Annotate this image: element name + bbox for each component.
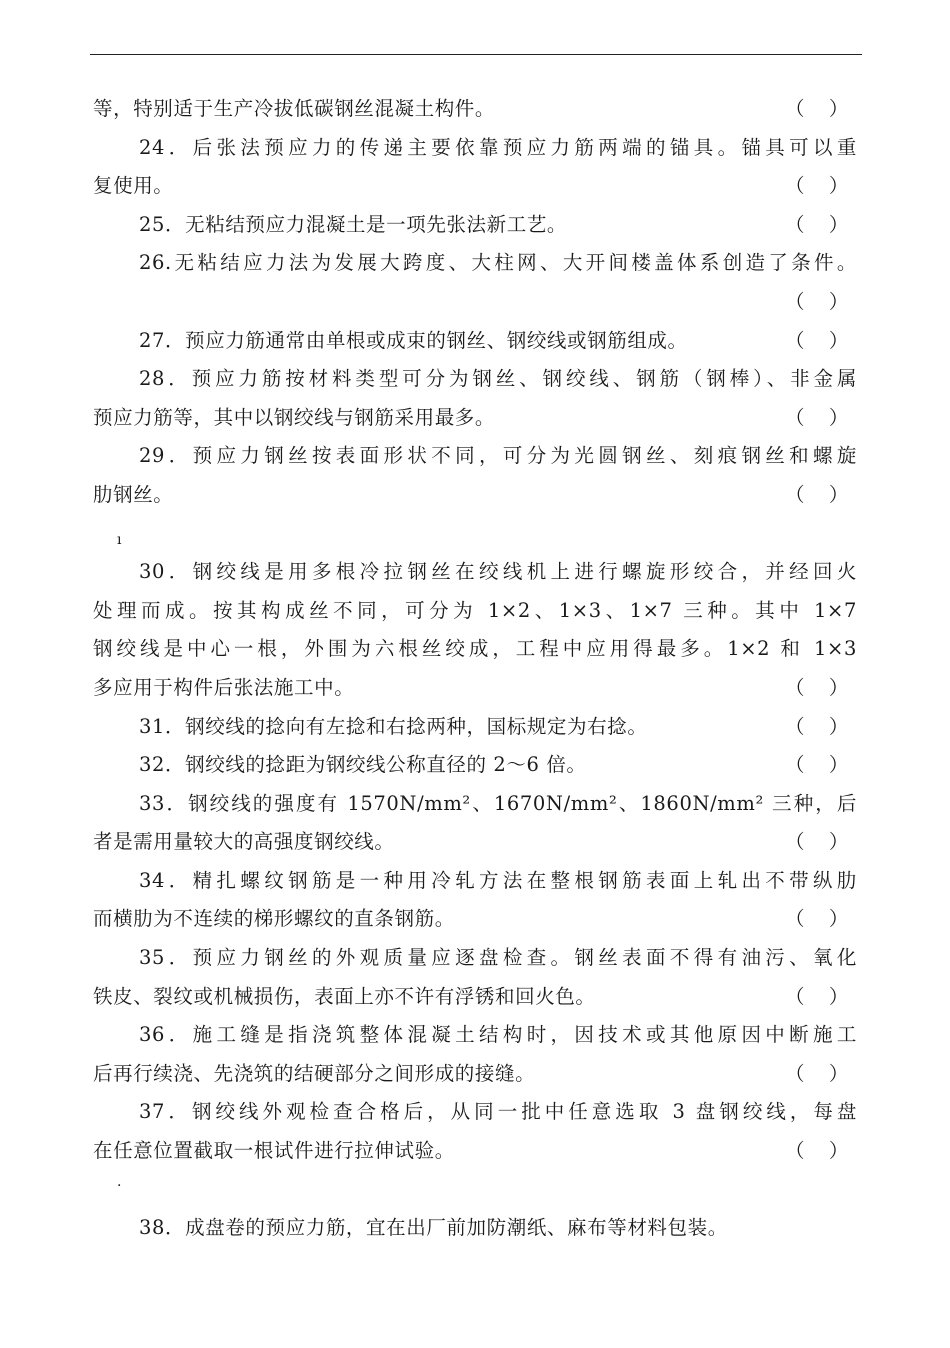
answer-paren-close: ） bbox=[828, 212, 849, 236]
continuation-line bbox=[93, 476, 861, 515]
answer-blank bbox=[785, 1055, 849, 1094]
answer-blank bbox=[785, 322, 849, 361]
answer-blank bbox=[785, 206, 849, 245]
answer-blank bbox=[785, 978, 849, 1017]
answer-paren-close: ） bbox=[828, 1139, 849, 1163]
question-line bbox=[93, 322, 861, 361]
answer-paren-open: （ bbox=[785, 405, 806, 429]
continuation-line bbox=[93, 167, 861, 206]
answer-blank bbox=[785, 746, 849, 785]
continuation-line bbox=[93, 283, 861, 322]
answer-blank bbox=[785, 167, 849, 206]
line-text: 后再行续浇、先浇筑的结硬部分之间形成的接缝。 bbox=[93, 1061, 536, 1085]
answer-paren-open: （ bbox=[785, 675, 806, 699]
continuation-line bbox=[93, 978, 861, 1017]
continuation-line bbox=[93, 1055, 861, 1094]
answer-paren-close: ） bbox=[828, 984, 849, 1008]
stray-mark-glyph: · bbox=[117, 1177, 122, 1194]
line-text: 29．预应力钢丝按表面形状不同，可分为光圆钢丝、刻痕钢丝和螺旋 bbox=[139, 444, 857, 468]
line-text: 35．预应力钢丝的外观质量应逐盘检查。钢丝表面不得有油污、氧化 bbox=[139, 946, 857, 970]
answer-paren-close: ） bbox=[828, 675, 849, 699]
answer-paren-open: （ bbox=[785, 984, 806, 1008]
line-text: 而横肋为不连续的梯形螺纹的直条钢筋。 bbox=[93, 907, 455, 931]
line-text: 处理而成。按其构成丝不同，可分为 1×2、1×3、1×7 三种。其中 1×7 bbox=[93, 598, 857, 622]
answer-paren-close: ） bbox=[828, 97, 849, 120]
question-line bbox=[93, 129, 857, 168]
question-line bbox=[93, 746, 861, 785]
continuation-line bbox=[93, 592, 857, 631]
line-text: 38．成盘卷的预应力筋，宜在出厂前加防潮纸、麻布等材料包装。 bbox=[139, 1216, 728, 1240]
answer-paren-open: （ bbox=[785, 174, 806, 198]
answer-paren-close: ） bbox=[828, 174, 849, 198]
continuation-line bbox=[93, 669, 861, 708]
answer-paren-close: ） bbox=[828, 907, 849, 931]
line-text: 肋钢丝。 bbox=[93, 482, 174, 506]
answer-blank bbox=[785, 283, 849, 322]
continuation-line bbox=[93, 90, 861, 129]
question-line bbox=[93, 553, 857, 592]
answer-paren-open: （ bbox=[785, 830, 806, 854]
answer-paren-close: ） bbox=[828, 482, 849, 506]
line-text: 预应力筋等，其中以钢绞线与钢筋采用最多。 bbox=[93, 405, 496, 429]
answer-blank bbox=[785, 90, 849, 129]
question-line bbox=[93, 360, 857, 399]
answer-paren-close: ） bbox=[828, 1061, 849, 1085]
line-text: 28．预应力筋按材料类型可分为钢丝、钢绞线、钢筋（钢棒）、非金属 bbox=[139, 367, 857, 391]
answer-paren-open: （ bbox=[785, 714, 806, 738]
answer-paren-close: ） bbox=[828, 753, 849, 777]
question-line bbox=[93, 244, 857, 283]
answer-paren-open: （ bbox=[785, 482, 806, 506]
line-text: 25．无粘结预应力混凝土是一项先张法新工艺。 bbox=[139, 212, 568, 236]
answer-paren-close: ） bbox=[828, 830, 849, 854]
continuation-line bbox=[93, 823, 861, 862]
question-line bbox=[93, 437, 857, 476]
question-line bbox=[93, 939, 857, 978]
answer-blank bbox=[785, 1132, 849, 1171]
line-text: 钢绞线是中心一根，外围为六根丝绞成，工程中应用得最多。1×2 和 1×3 bbox=[93, 637, 857, 661]
line-text: 31．钢绞线的捻向有左捻和右捻两种，国标规定为右捻。 bbox=[139, 714, 648, 738]
line-text: 者是需用量较大的高强度钢绞线。 bbox=[93, 830, 395, 854]
continuation-line bbox=[93, 1132, 861, 1171]
line-text: 在任意位置截取一根试件进行拉伸试验。 bbox=[93, 1139, 455, 1163]
answer-paren-open: （ bbox=[785, 328, 806, 352]
answer-paren-close: ） bbox=[828, 289, 849, 313]
answer-blank bbox=[785, 900, 849, 939]
line-text: 32．钢绞线的捻距为钢绞线公称直径的 2～6 倍。 bbox=[139, 753, 587, 777]
answer-paren-open: （ bbox=[785, 289, 806, 313]
line-text: 等，特别适于生产冷拔低碳钢丝混凝土构件。 bbox=[93, 97, 496, 120]
answer-paren-open: （ bbox=[785, 753, 806, 777]
line-text: 24．后张法预应力的传递主要依靠预应力筋两端的锚具。锚具可以重 bbox=[139, 135, 857, 159]
answer-paren-close: ） bbox=[828, 328, 849, 352]
answer-paren-close: ） bbox=[828, 714, 849, 738]
line-text: 复使用。 bbox=[93, 174, 174, 198]
continuation-line bbox=[93, 630, 857, 669]
line-text: 37．钢绞线外观检查合格后，从同一批中任意选取 3 盘钢绞线，每盘 bbox=[139, 1100, 857, 1124]
question-line bbox=[93, 785, 857, 824]
line-text: 34．精扎螺纹钢筋是一种用冷轧方法在整根钢筋表面上轧出不带纵肋 bbox=[139, 868, 857, 892]
continuation-line bbox=[93, 399, 861, 438]
stray-mark-glyph: ı bbox=[117, 531, 122, 548]
answer-blank bbox=[785, 823, 849, 862]
line-text: 26.无粘结应力法为发展大跨度、大柱网、大开间楼盖体系创造了条件。 bbox=[139, 251, 857, 275]
answer-blank bbox=[785, 399, 849, 438]
line-text: 多应用于构件后张法施工中。 bbox=[93, 675, 355, 699]
answer-blank bbox=[785, 708, 849, 747]
answer-blank bbox=[785, 476, 849, 515]
question-line bbox=[93, 1209, 861, 1248]
line-text: 铁皮、裂纹或机械损伤，表面上亦不许有浮锈和回火色。 bbox=[93, 984, 596, 1008]
line-text: 36．施工缝是指浇筑整体混凝土结构时，因技术或其他原因中断施工 bbox=[139, 1023, 857, 1047]
question-line bbox=[93, 206, 861, 245]
line-text: 27．预应力筋通常由单根或成束的钢丝、钢绞线或钢筋组成。 bbox=[139, 328, 688, 352]
question-line bbox=[93, 1093, 857, 1132]
answer-paren-open: （ bbox=[785, 907, 806, 931]
continuation-line bbox=[93, 900, 861, 939]
answer-paren-open: （ bbox=[785, 1061, 806, 1085]
question-line bbox=[93, 1016, 857, 1055]
line-text: 33．钢绞线的强度有 1570N/mm²、1670N/mm²、1860N/mm² 三种，后 bbox=[139, 791, 857, 815]
stray-mark bbox=[93, 1171, 861, 1210]
stray-mark bbox=[93, 515, 861, 554]
answer-paren-open: （ bbox=[785, 97, 806, 120]
document-body bbox=[93, 90, 861, 1248]
answer-blank bbox=[785, 669, 849, 708]
answer-paren-close: ） bbox=[828, 405, 849, 429]
answer-paren-open: （ bbox=[785, 212, 806, 236]
answer-paren-open: （ bbox=[785, 1139, 806, 1163]
question-line bbox=[93, 708, 861, 747]
header-rule bbox=[90, 54, 862, 55]
line-text: 30．钢绞线是用多根冷拉钢丝在绞线机上进行螺旋形绞合，并经回火 bbox=[139, 560, 857, 584]
question-line bbox=[93, 862, 857, 901]
